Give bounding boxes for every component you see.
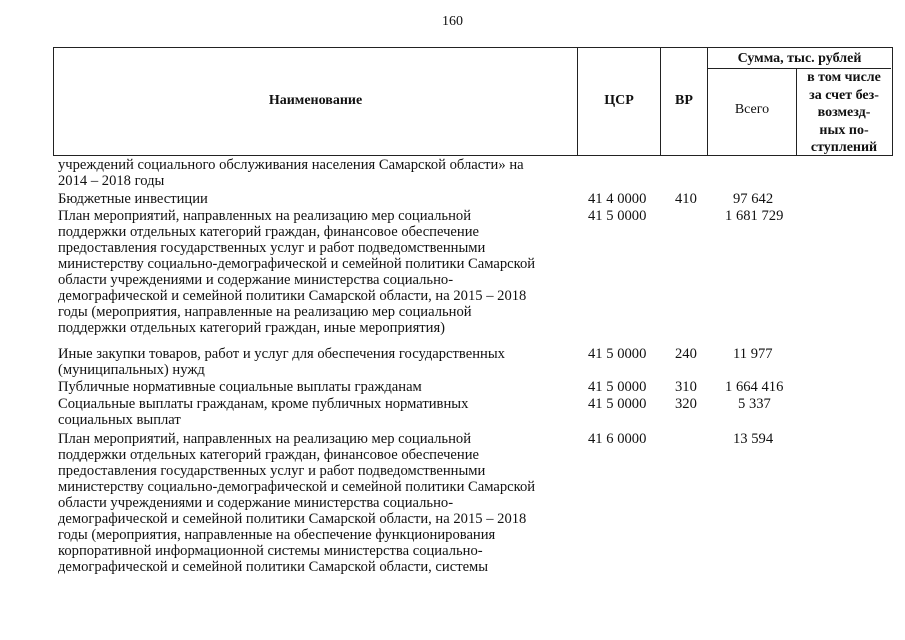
name-line: поддержки отдельных категорий граждан, иные мероприятия) — [58, 320, 446, 336]
name-line: поддержки отдельных категорий граждан, финансовое обеспечение — [58, 447, 480, 463]
name-line: годы (мероприятия, направленные на обеспечение функционирования — [58, 527, 496, 543]
name-line: корпоративной информационной системы министерства социально- — [58, 543, 483, 559]
name-line: Публичные нормативные социальные выплаты гражданам — [58, 379, 422, 395]
header-csr: ЦСР — [604, 93, 634, 108]
row-total: 11 977 — [733, 346, 773, 362]
name-line: демографической и семейной политики Самарской области, на 2015 – 2018 — [58, 288, 527, 304]
header-sum-group: Сумма, тыс. рублей — [737, 51, 862, 66]
header-incl-line: возмезд- — [817, 105, 871, 120]
table-row-name — [58, 396, 578, 428]
name-line: (муниципальных) нужд — [58, 362, 205, 378]
row-total: 13 594 — [733, 431, 774, 447]
name-line: предоставления государственных услуг и работ подведомственными — [58, 240, 486, 256]
row-csr: 41 5 0000 — [588, 208, 647, 224]
name-line: Бюджетные инвестиции — [58, 191, 208, 207]
row-total: 1 681 729 — [725, 208, 784, 224]
name-line: области учреждениями и содержание министерства социально- — [58, 495, 454, 511]
page-number: 160 — [442, 14, 463, 29]
table-row-name — [58, 191, 578, 207]
name-line: социальных выплат — [58, 412, 181, 428]
row-vr: 310 — [675, 379, 697, 395]
table-row-name — [58, 208, 578, 336]
header-vr: ВР — [675, 93, 693, 108]
table-row-name — [58, 379, 578, 395]
row-csr: 41 5 0000 — [588, 396, 647, 412]
table-row-name — [58, 157, 578, 189]
row-vr: 410 — [675, 191, 697, 207]
name-line: предоставления государственных услуг и работ подведомственными — [58, 463, 486, 479]
name-line: Иные закупки товаров, работ и услуг для обеспечения государственных — [58, 346, 505, 362]
header-incl-line: ных по- — [819, 122, 869, 138]
table-row-name — [58, 346, 578, 378]
table-row-name — [58, 431, 578, 575]
row-vr: 240 — [675, 346, 697, 362]
header-incl-line: в том числе — [807, 70, 881, 85]
name-line: Социальные выплаты гражданам, кроме публичных нормативных — [58, 396, 469, 412]
row-csr: 41 4 0000 — [588, 191, 647, 207]
row-total: 97 642 — [733, 191, 774, 207]
row-csr: 41 5 0000 — [588, 379, 647, 395]
name-line: министерству социально-демографической и семейной политики Самарской — [58, 479, 536, 495]
name-line: демографической и семейной политики Самарской области, системы — [58, 559, 489, 575]
header-incl-line: за счет без- — [809, 87, 879, 103]
name-line: 2014 – 2018 годы — [58, 173, 165, 189]
row-total: 1 664 416 — [725, 379, 784, 395]
name-line: учреждений социального обслуживания населения Самарской области» на — [58, 157, 524, 173]
header-name: Наименование — [268, 93, 363, 108]
name-line: План мероприятий, направленных на реализацию мер социальной — [58, 431, 472, 447]
header-total: Всего — [734, 102, 770, 117]
row-csr: 41 6 0000 — [588, 431, 647, 447]
name-line: поддержки отдельных категорий граждан, финансовое обеспечение — [58, 224, 480, 240]
row-vr: 320 — [675, 396, 697, 412]
name-line: демографической и семейной политики Самарской области, на 2015 – 2018 — [58, 511, 527, 527]
header-incl-line: ступлений — [810, 140, 878, 155]
name-line: министерству социально-демографической и семейной политики Самарской — [58, 256, 536, 272]
row-csr: 41 5 0000 — [588, 346, 647, 362]
row-total: 5 337 — [738, 396, 771, 412]
name-line: План мероприятий, направленных на реализацию мер социальной — [58, 208, 472, 224]
name-line: области учреждениями и содержание министерства социально- — [58, 272, 454, 288]
name-line: годы (мероприятия, направленные на реализацию мер социальной — [58, 304, 472, 320]
header-incl — [797, 69, 891, 157]
